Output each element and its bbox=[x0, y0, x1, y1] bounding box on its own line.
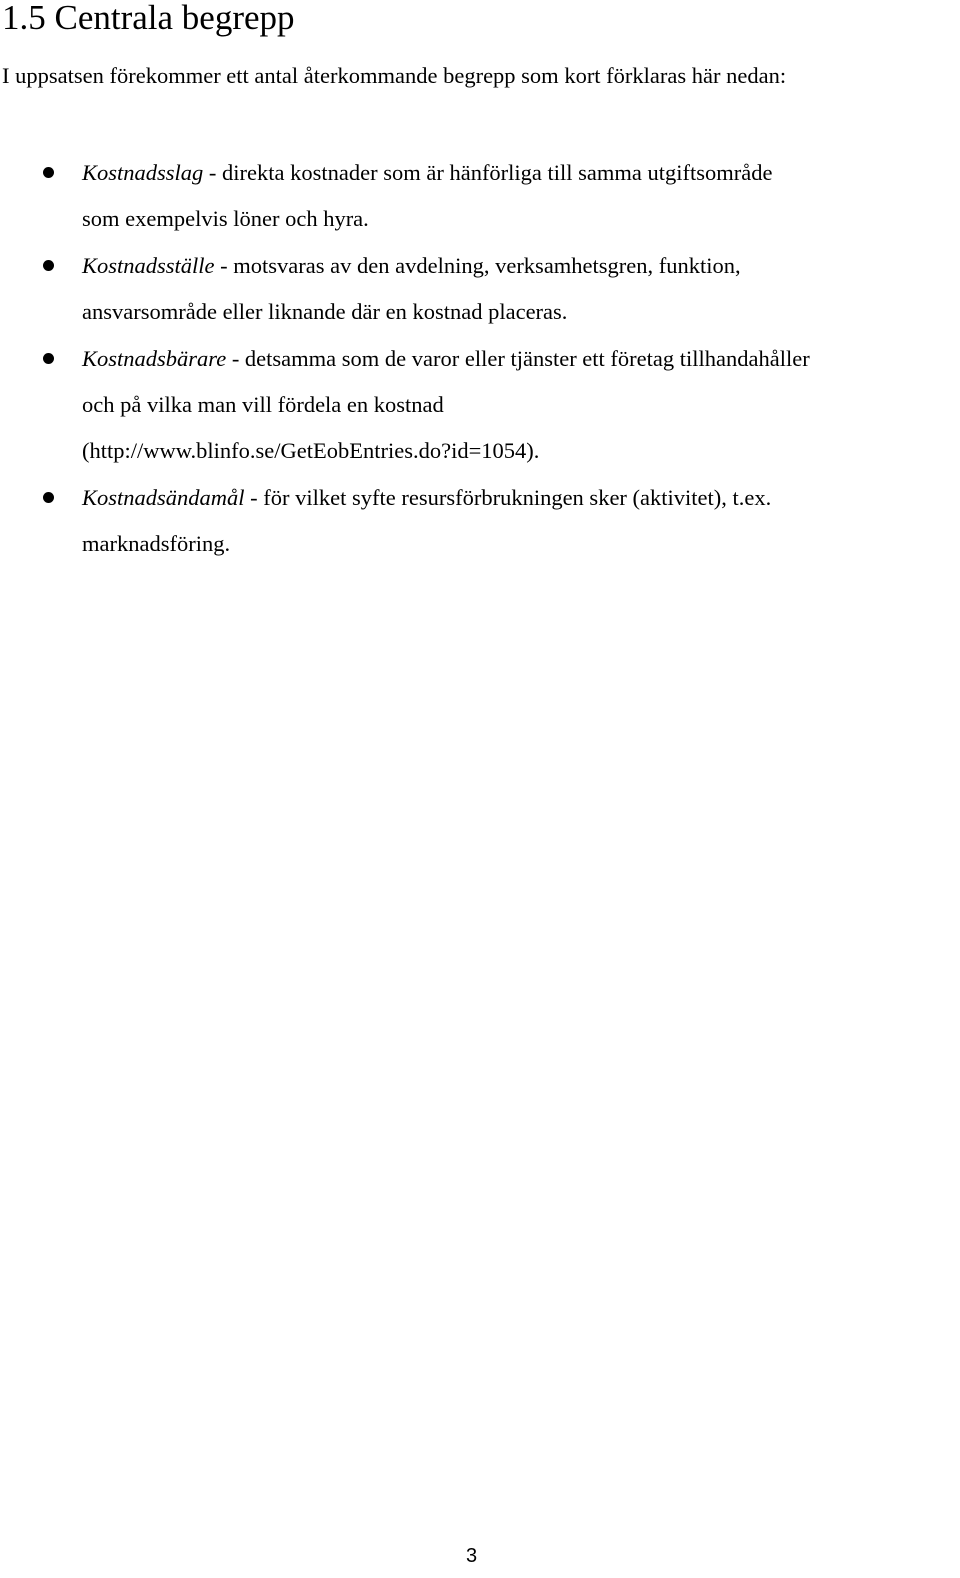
intro-paragraph: I uppsatsen förekommer ett antal återkommande begrepp som kort förklaras här nedan: bbox=[2, 63, 787, 88]
term-line bbox=[82, 485, 771, 510]
bullet-icon bbox=[43, 492, 54, 503]
term-item-kostnadsandamal bbox=[0, 475, 960, 568]
section-heading: 1.5 Centrala begrepp bbox=[2, 0, 295, 37]
term-definition: - motsvaras av den avdelning, verksamhetsgren, funktion, bbox=[214, 252, 741, 278]
term-item-kostnadsslag bbox=[0, 150, 960, 243]
term-name: Kostnadsbärare bbox=[82, 345, 227, 371]
term-definition-continued: ansvarsområde eller liknande där en kostnad placeras. bbox=[82, 299, 568, 325]
term-definition-continued: marknadsföring. bbox=[82, 531, 231, 557]
term-definition: - detsamma som de varor eller tjänster ett företag tillhandahåller bbox=[226, 345, 810, 371]
page-number: 3 bbox=[466, 1545, 478, 1567]
bullet-icon bbox=[43, 260, 54, 271]
term-definition: - direkta kostnader som är hänförliga till samma utgiftsområde bbox=[203, 160, 773, 185]
term-line bbox=[82, 346, 810, 371]
bullet-icon bbox=[43, 167, 54, 178]
term-name: Kostnadsändamål bbox=[82, 484, 245, 510]
term-name: Kostnadsställe bbox=[82, 252, 215, 278]
term-definition: - för vilket syfte resursförbrukningen sker (aktivitet), t.ex. bbox=[244, 484, 772, 510]
term-line bbox=[82, 253, 741, 278]
bullet-icon bbox=[43, 353, 54, 364]
term-item-kostnadsstalle bbox=[0, 243, 960, 336]
term-definition-continued: som exempelvis löner och hyra. bbox=[82, 206, 369, 232]
term-line bbox=[82, 160, 773, 185]
source-reference: (http://www.blinfo.se/GetEobEntries.do?id=1054). bbox=[82, 438, 540, 464]
term-list bbox=[0, 150, 960, 568]
term-definition-continued: och på vilka man vill fördela en kostnad bbox=[82, 392, 444, 418]
term-name: Kostnadsslag bbox=[82, 160, 204, 185]
term-item-kostnadsbarare bbox=[0, 336, 960, 475]
